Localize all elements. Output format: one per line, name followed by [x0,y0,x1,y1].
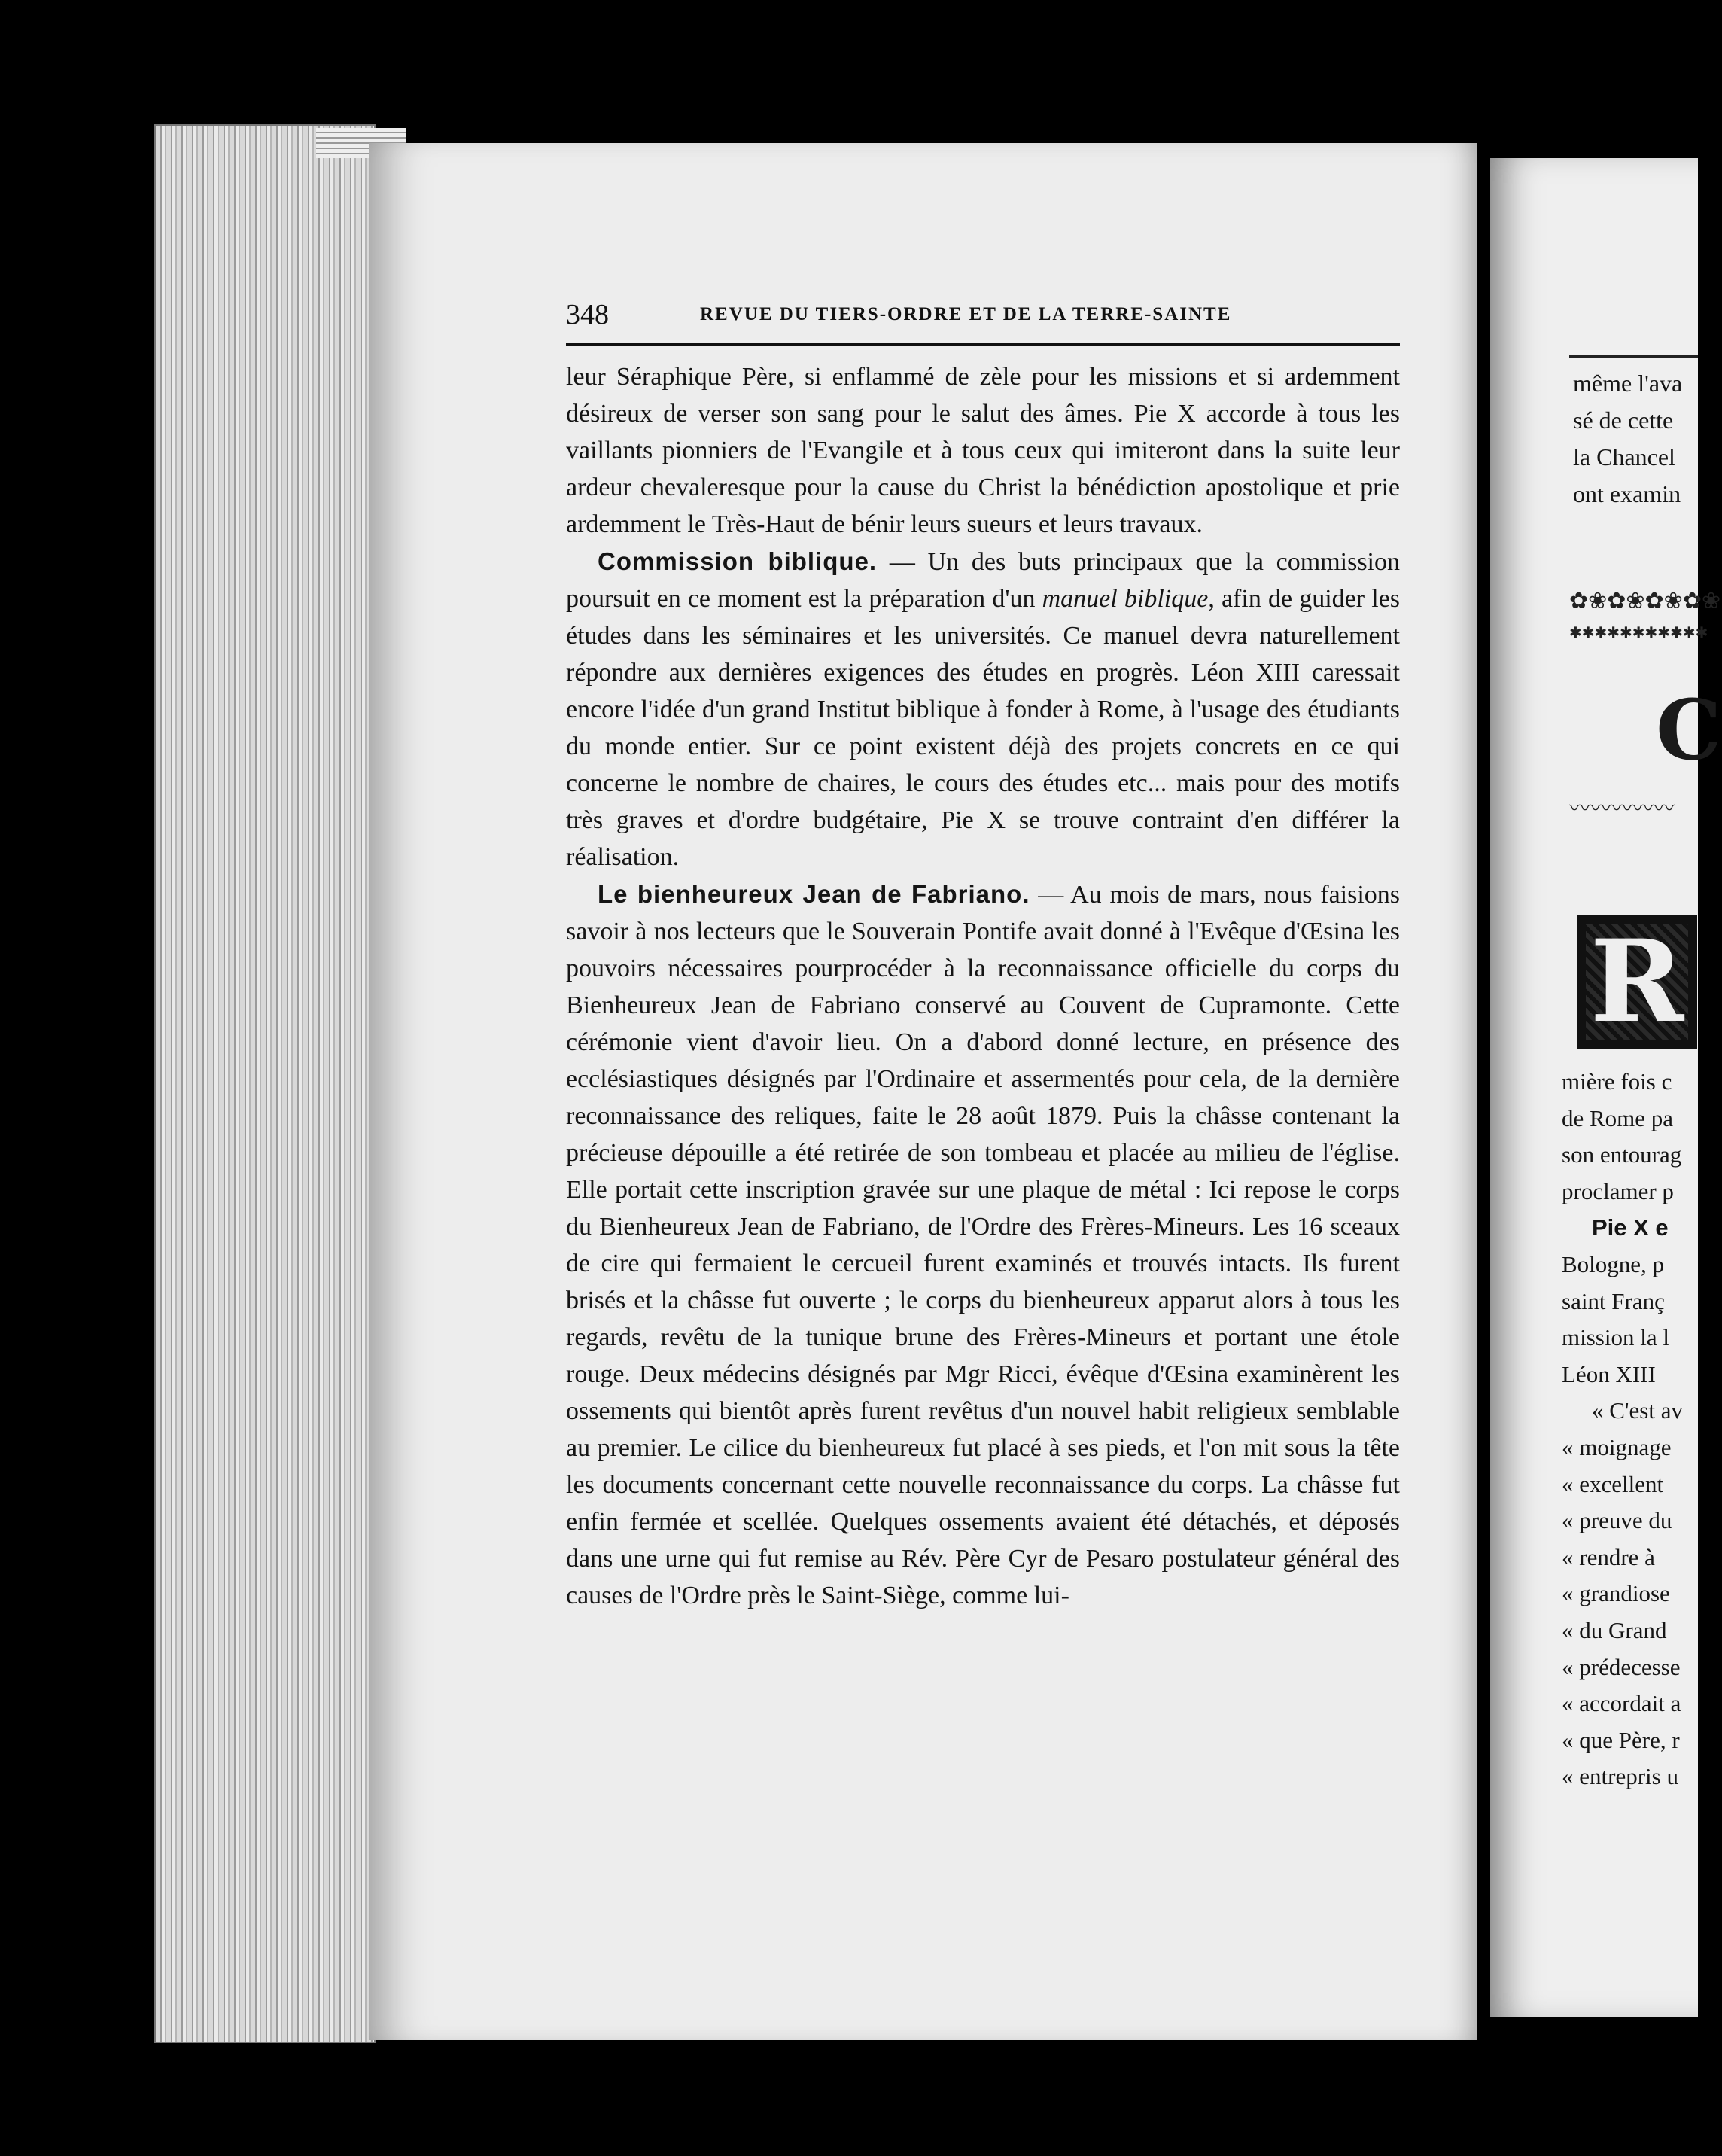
text-line: « du Grand [1562,1616,1667,1643]
text-line: mission la l [1562,1324,1669,1351]
section-heading: Commission biblique. [598,547,878,575]
text-line: sé de cette [1573,407,1674,434]
ornament-band: ✱✱✱✱✱✱✱✱✱✱✱ [1569,625,1708,641]
section-text: , afin de guider les études dans les séminaires et les universités. Ce manuel devra naturellement répondre aux dernières exigences des études en progrès. Léon XIII caressait encore l'idée d'un grand Institut biblique à fonder à Rome, à l'usage des étudiants du monde entier. Sur ce point existent déjà des projets concrets en ce qui concerne le nombre de chaires, le cours des études etc... mais pour des motifs très graves et d'ordre budgétaire, Pie X se trouve contraint d'en différer la réalisation. [566,585,1401,871]
paragraph-commission-biblique [566,543,1400,875]
journal-title: REVUE DU TIERS-ORDRE ET DE LA TERRE-SAINTE [700,304,1232,324]
running-head [566,298,1400,346]
text-line: « excellent [1562,1470,1664,1497]
text-line: « preuve du [1562,1507,1672,1534]
wave-rule: 〰〰〰〰〰 [1569,797,1675,821]
text-line: la Chancel [1573,443,1675,470]
ornamental-dropcap [1577,915,1697,1049]
left-page-text [566,358,1400,1614]
paragraph-jean-de-fabriano [566,875,1400,1614]
text-line: « rendre à [1562,1543,1655,1570]
dropcap-letter: R [1590,915,1684,1048]
text-line: « moignage [1562,1433,1672,1460]
text-line: « accordait a [1562,1690,1681,1717]
text-line: Bologne, p [1562,1250,1665,1277]
text-line: « C'est av [1592,1397,1683,1424]
section-text: — Un des buts principaux que la commission poursuit en ce moment est la préparation d'un [566,548,1400,613]
text-line: « que Père, r [1562,1726,1680,1753]
gothic-initial: C [1656,681,1722,778]
text-line: Pie X e [1592,1214,1669,1241]
text-line: « entrepris u [1562,1763,1678,1790]
text-line: saint Franç [1562,1287,1665,1314]
text-line: ont examin [1573,480,1681,507]
text-line: même l'ava [1573,370,1683,397]
text-line: Léon XIII [1562,1360,1656,1387]
page-number: 348 [566,299,609,330]
section-text: — Au mois de mars, nous faisions savoir à nos lecteurs que le Souverain Pontife avait donné à l'Evêque d'Œsina les pouvoirs nécessaires pourprocéder à la reconnaissance officielle du corps du Bienheureux Jean de Fabriano conservé au Couvent de Cupramonte. Cette cérémonie vient d'avoir lieu. On a d'abord donné lecture, en présence des ecclésiastiques désignés par l'Ordinaire et assermentés pour cela, de la dernière reconnaissance des reliques, faite le 28 août 1879. Puis la châsse contenant la précieuse dépouille a été retirée de son tombeau et placée au milieu de l'église. Elle portait cette inscription gravée sur une plaque de métal : Ici repose le corps du Bienheureux Jean de Fabriano, de l'Ordre des Frères-Mineurs. Les 16 sceaux de cire qui fermaient le cercueil furent examinés et trouvés intacts. Ils furent brisés et la châsse fut ouverte ; le corps du bienheureux apparut alors à tous les regards, revêtu de la tunique brune des Frères-Mineurs et portant une étole rouge. Deux médecins désignés par Mgr Ricci, évêque d'Œsina examinèrent les ossements qui bientôt après furent revêtus d'un nouvel habit religieux semblable au premier. Le cilice du bienheureux fut placé à ses pieds, et l'on mit sous la tête les documents concernant cette nouvelle reconnaissance du corps. La châsse fut enfin fermée et scellée. Quelques ossements avaient été détachés, et déposés dans une urne qui fut remise au Rév. Père Cyr de Pesaro postulateur général des causes de l'Ordre près le Saint-Siège, comme lui- [566,881,1401,1609]
right-page-rule [1569,355,1698,358]
right-page-top-text [1573,365,1701,513]
dropcap-pattern [1586,915,1688,1048]
right-page-body-text [1562,1064,1698,1795]
text-line: « prédecesse [1562,1653,1681,1680]
ornament-band: ✿❀✿❀✿❀✿❀ [1569,589,1721,614]
text-line: mière fois c [1562,1068,1672,1095]
section-heading: Le bienheureux Jean de Fabriano. [598,880,1030,908]
text-line: proclamer p [1562,1177,1674,1204]
text-line: de Rome pa [1562,1104,1674,1131]
italic-term: manuel biblique [1042,585,1209,613]
text-line: « grandiose [1562,1580,1670,1607]
text-line: son entourag [1562,1141,1682,1168]
page-edges [154,124,376,2043]
paragraph-continuation: leur Séraphique Père, si enflammé de zèle pour les missions et si ardemment désireux de verser son sang pour le salut des âmes. Pie X accorde à tous les vaillants pionniers de l'Evangile et à tous ceux qui imiteront dans la suite leur ardeur chevaleresque pour la cause du Christ la bénédiction apostolique et prie ardemment le Très-Haut de bénir leurs sueurs et leurs travaux. [566,363,1400,538]
